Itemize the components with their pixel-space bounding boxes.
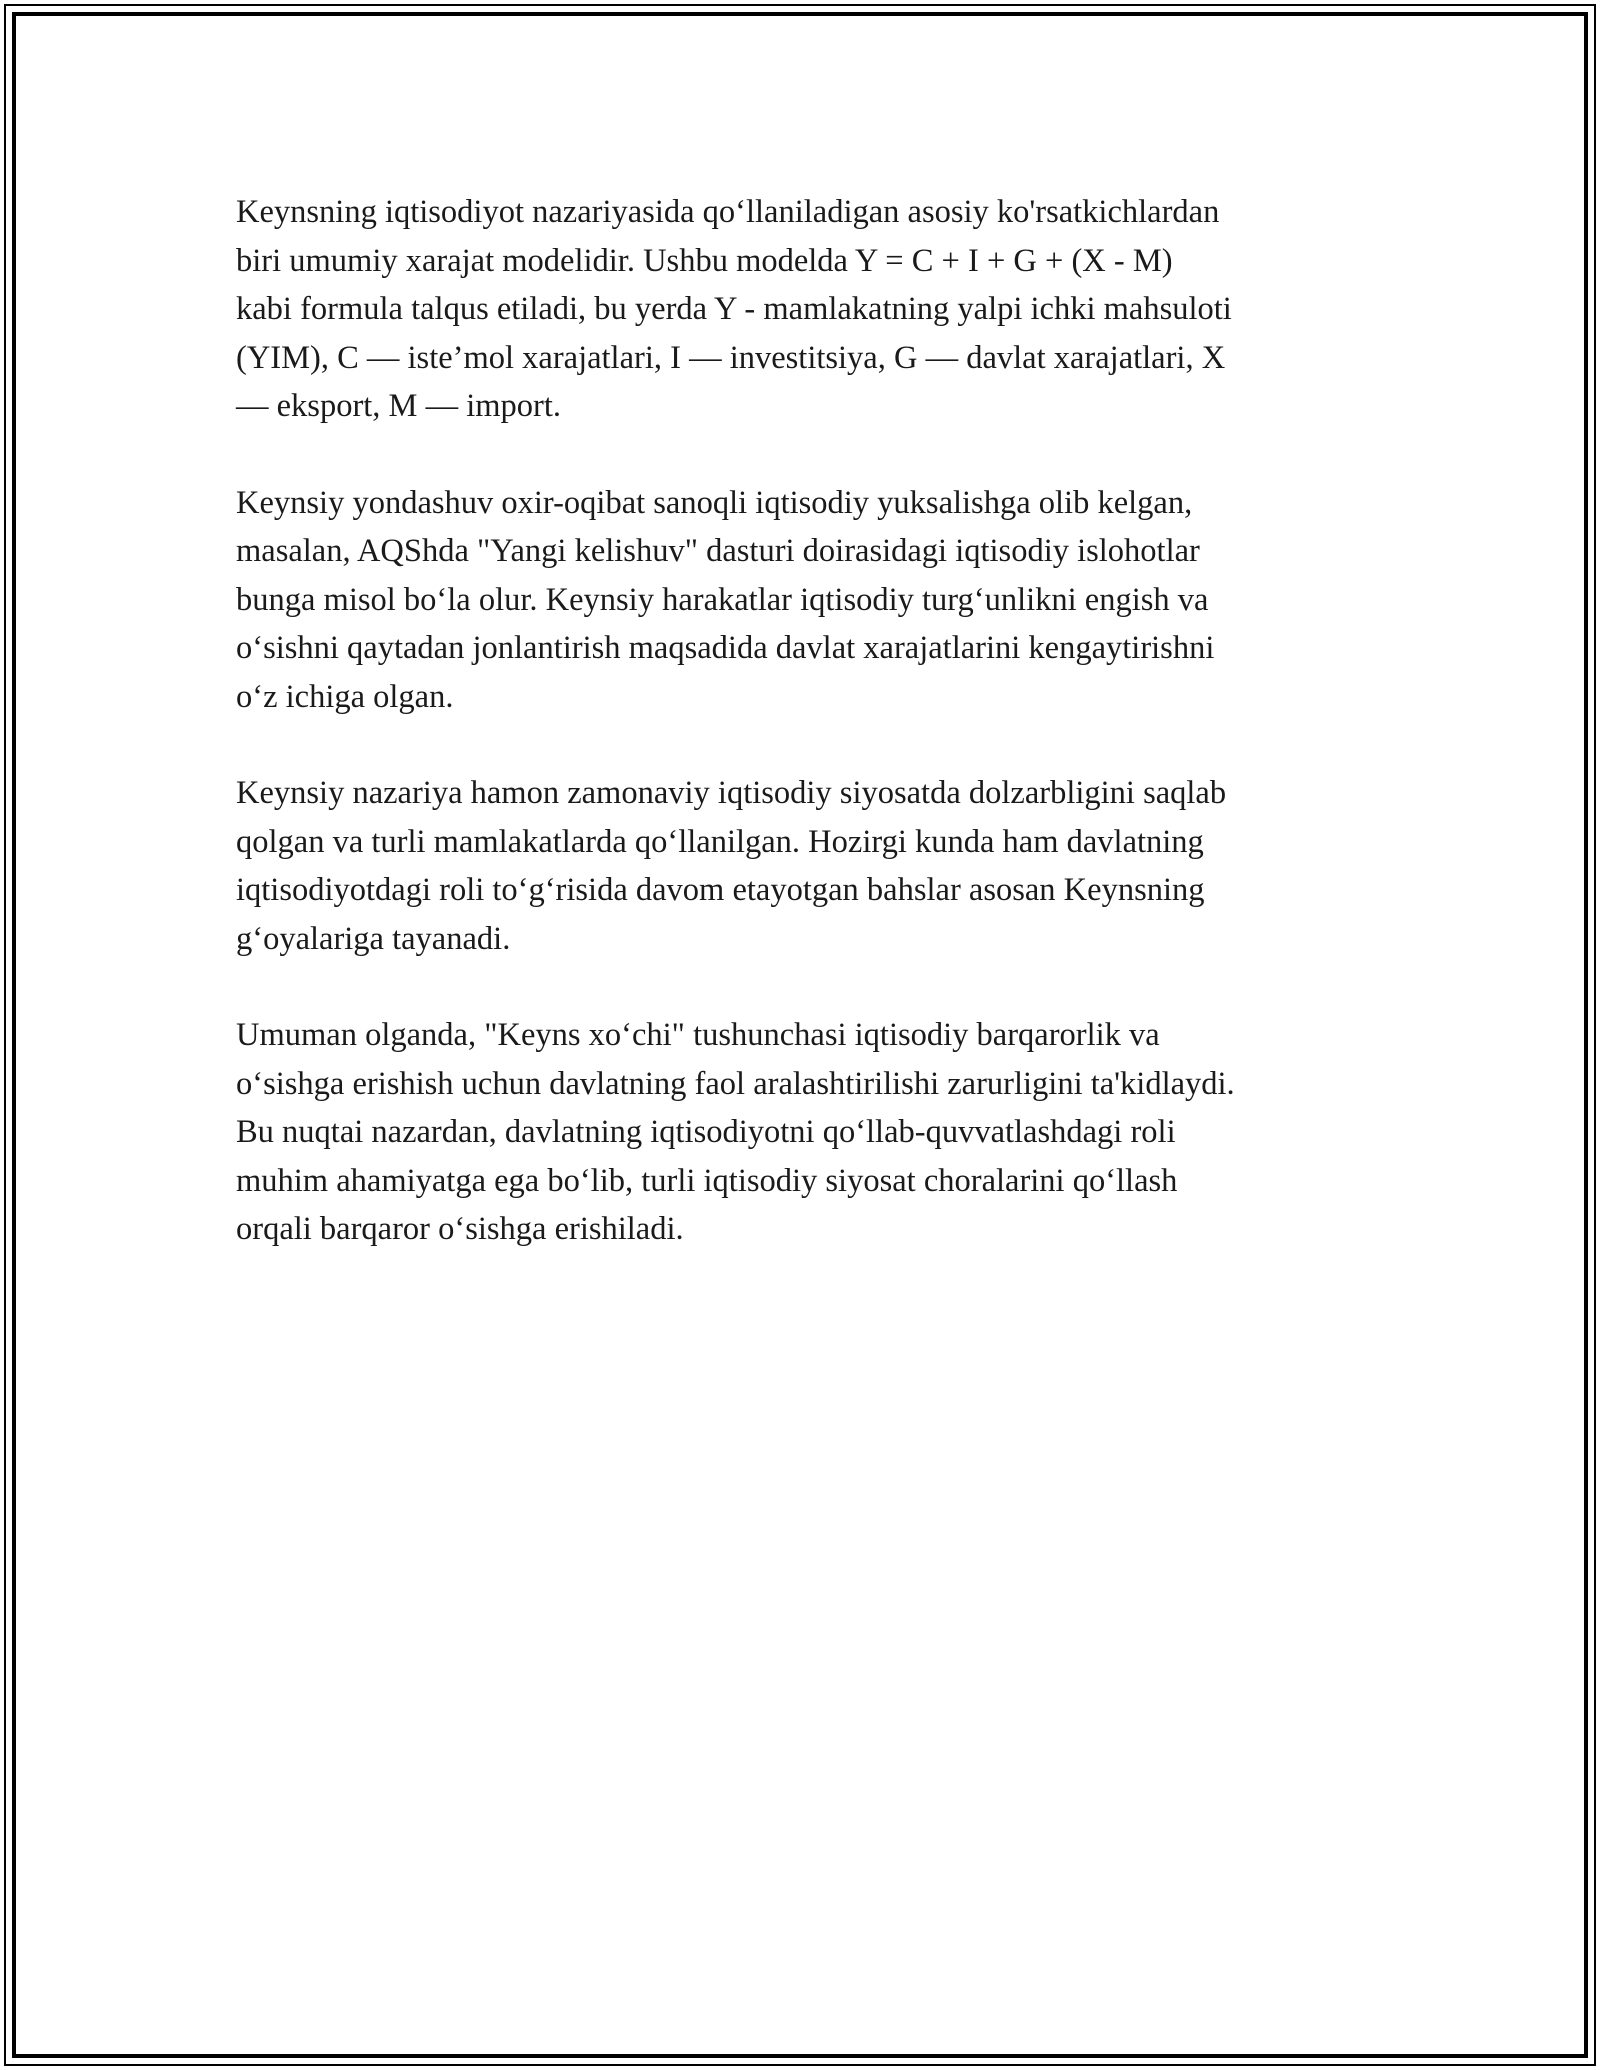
document-body: [236, 188, 1371, 1302]
paragraph-modern-relevance: Keynsiy nazariya hamon zamonaviy iqtisodiy siyosatda dolzarbligini saqlab qolgan va turli mamlakatlarda qo‘llanilgan. Hozirgi kunda ham davlatning iqtisodiyotdagi roli to‘g‘risida davom etayotgan bahslar asosan Keynsning g‘oyalariga tayanadi.: [236, 775, 1227, 957]
paragraph-keynesian-approach: Keynsiy yondashuv oxir-oqibat sanoqli iqtisodiy yuksalishga olib kelgan, masalan, AQShda "Yangi kelishuv" dasturi doirasidagi iqtisodiy islohotlar bunga misol bo‘la olur. Keynsiy harakatlar iqtisodiy turg‘unlikni engish va o‘sishni qaytadan jonlantirish maqsadida davlat xarajatlarini kengaytirishni o‘z ichiga olgan.: [236, 484, 1215, 715]
paragraph-aggregate-expenditure-model: Keynsning iqtisodiyot nazariyasida qo‘llaniladigan asosiy ko'rsatkichlardan biri umumiy xarajat modelidir. Ushbu modelda Y = C + I + G + (X - M) kabi formula talqus etiladi, bu yerda Y - mamlakatning yalpi ichki mahsuloti (YIM), C — iste’mol xarajatlari, I — investitsiya, G — davlat xarajatlari, X — eksport, M — import.: [236, 194, 1232, 424]
paragraph-conclusion: Umuman olganda, "Keyns xo‘chi" tushunchasi iqtisodiy barqarorlik va o‘sishga erishish uchun davlatning faol aralashtirilishi zarurligini ta'kidlaydi. Bu nuqtai nazardan, davlatning iqtisodiyotni qo‘llab-quvvatlashdagi roli muhim ahamiyatga ega bo‘lib, turli iqtisodiy siyosat choralarini qo‘llash orqali barqaror o‘sishga erishiladi.: [236, 1017, 1235, 1247]
